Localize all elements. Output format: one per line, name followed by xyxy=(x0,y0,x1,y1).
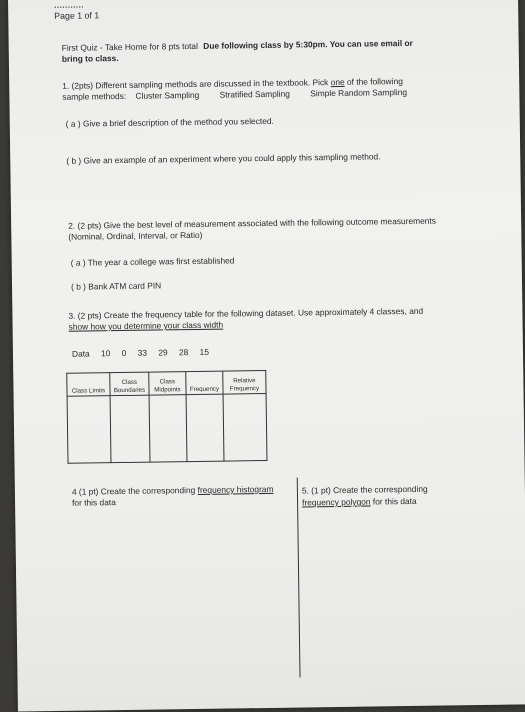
cropped-title: ........... xyxy=(54,0,85,10)
data-value: 10 xyxy=(100,348,111,359)
q1-one: one xyxy=(330,76,345,88)
q1-part-a: ( a ) Give a brief description of the method you selected. xyxy=(65,115,274,129)
header-class-limits: Class Limits xyxy=(67,373,110,397)
q2-part-b: ( b ) Bank ATM card PIN xyxy=(70,280,162,292)
q2-line-2: (Nominal, Ordinal, Interval, or Ratio) xyxy=(68,229,203,242)
method-cluster: Cluster Sampling xyxy=(135,89,200,101)
header-frequency: Frequency xyxy=(186,371,223,395)
table-cell[interactable] xyxy=(186,394,224,462)
q5-line-2 xyxy=(302,496,417,509)
data-value: 15 xyxy=(199,346,210,357)
q5-text-end: for this data xyxy=(372,495,417,507)
q1-text-end: of the following xyxy=(346,76,403,87)
table-cell[interactable] xyxy=(67,396,111,464)
data-label: Data xyxy=(71,348,90,359)
intro-line-2: bring to class. xyxy=(61,53,119,64)
table-cell[interactable] xyxy=(149,395,187,463)
q4-histogram: frequency histogram xyxy=(197,483,274,495)
q4-line-1 xyxy=(72,484,274,498)
q5-polygon: frequency polygon xyxy=(302,496,371,508)
header-relative-frequency: Relative Frequency xyxy=(223,370,266,394)
table-cell[interactable] xyxy=(223,393,267,461)
q1-part-b: ( b ) Give an example of an experiment where you could apply this sampling method. xyxy=(66,151,381,166)
q1-text: 1. (2pts) Different sampling methods are discussed in the textbook. Pick xyxy=(62,77,329,91)
q3-data-row xyxy=(72,347,209,360)
q2-line-1: 2. (2 pts) Give the best level of measurement associated with the following outcome measurements xyxy=(68,215,436,231)
data-value: 0 xyxy=(121,347,127,359)
q5-line-1: 5. (1 pt) Create the corresponding xyxy=(301,483,428,496)
data-value: 29 xyxy=(158,347,168,358)
table-row xyxy=(67,393,267,463)
header-class-boundaries: Class Boundaries xyxy=(110,372,149,396)
divider-line xyxy=(297,478,301,678)
q3-line-1: 3. (2 pts) Create the frequency table for the following dataset. Use approximately 4 classes, and xyxy=(68,305,424,321)
table-header-row xyxy=(67,370,266,396)
data-value: 33 xyxy=(137,347,148,358)
page-number: Page 1 of 1 xyxy=(54,10,100,21)
method-simple-random: Simple Random Sampling xyxy=(310,86,408,99)
intro-text: First Quiz - Take Home for 8 pts total xyxy=(61,40,198,53)
q2-part-a: ( a ) The year a college was first established xyxy=(70,255,235,268)
table-cell[interactable] xyxy=(110,395,150,463)
intro-deadline: Due following class by 5:30pm. You can use email or xyxy=(203,37,413,51)
quiz-paper xyxy=(8,0,525,711)
q4-line-2: for this data xyxy=(71,497,116,508)
method-stratified: Stratified Sampling xyxy=(219,88,290,100)
frequency-table xyxy=(66,370,267,464)
q3-line-2: show how you determine your class width xyxy=(68,319,224,332)
q4-text: 4 (1 pt) Create the corresponding xyxy=(71,484,196,497)
header-class-midpoints: Class Midpoints xyxy=(149,372,186,396)
data-value: 28 xyxy=(178,347,189,358)
intro-line-1 xyxy=(62,38,413,54)
q1-methods-label: sample methods: xyxy=(62,90,127,102)
